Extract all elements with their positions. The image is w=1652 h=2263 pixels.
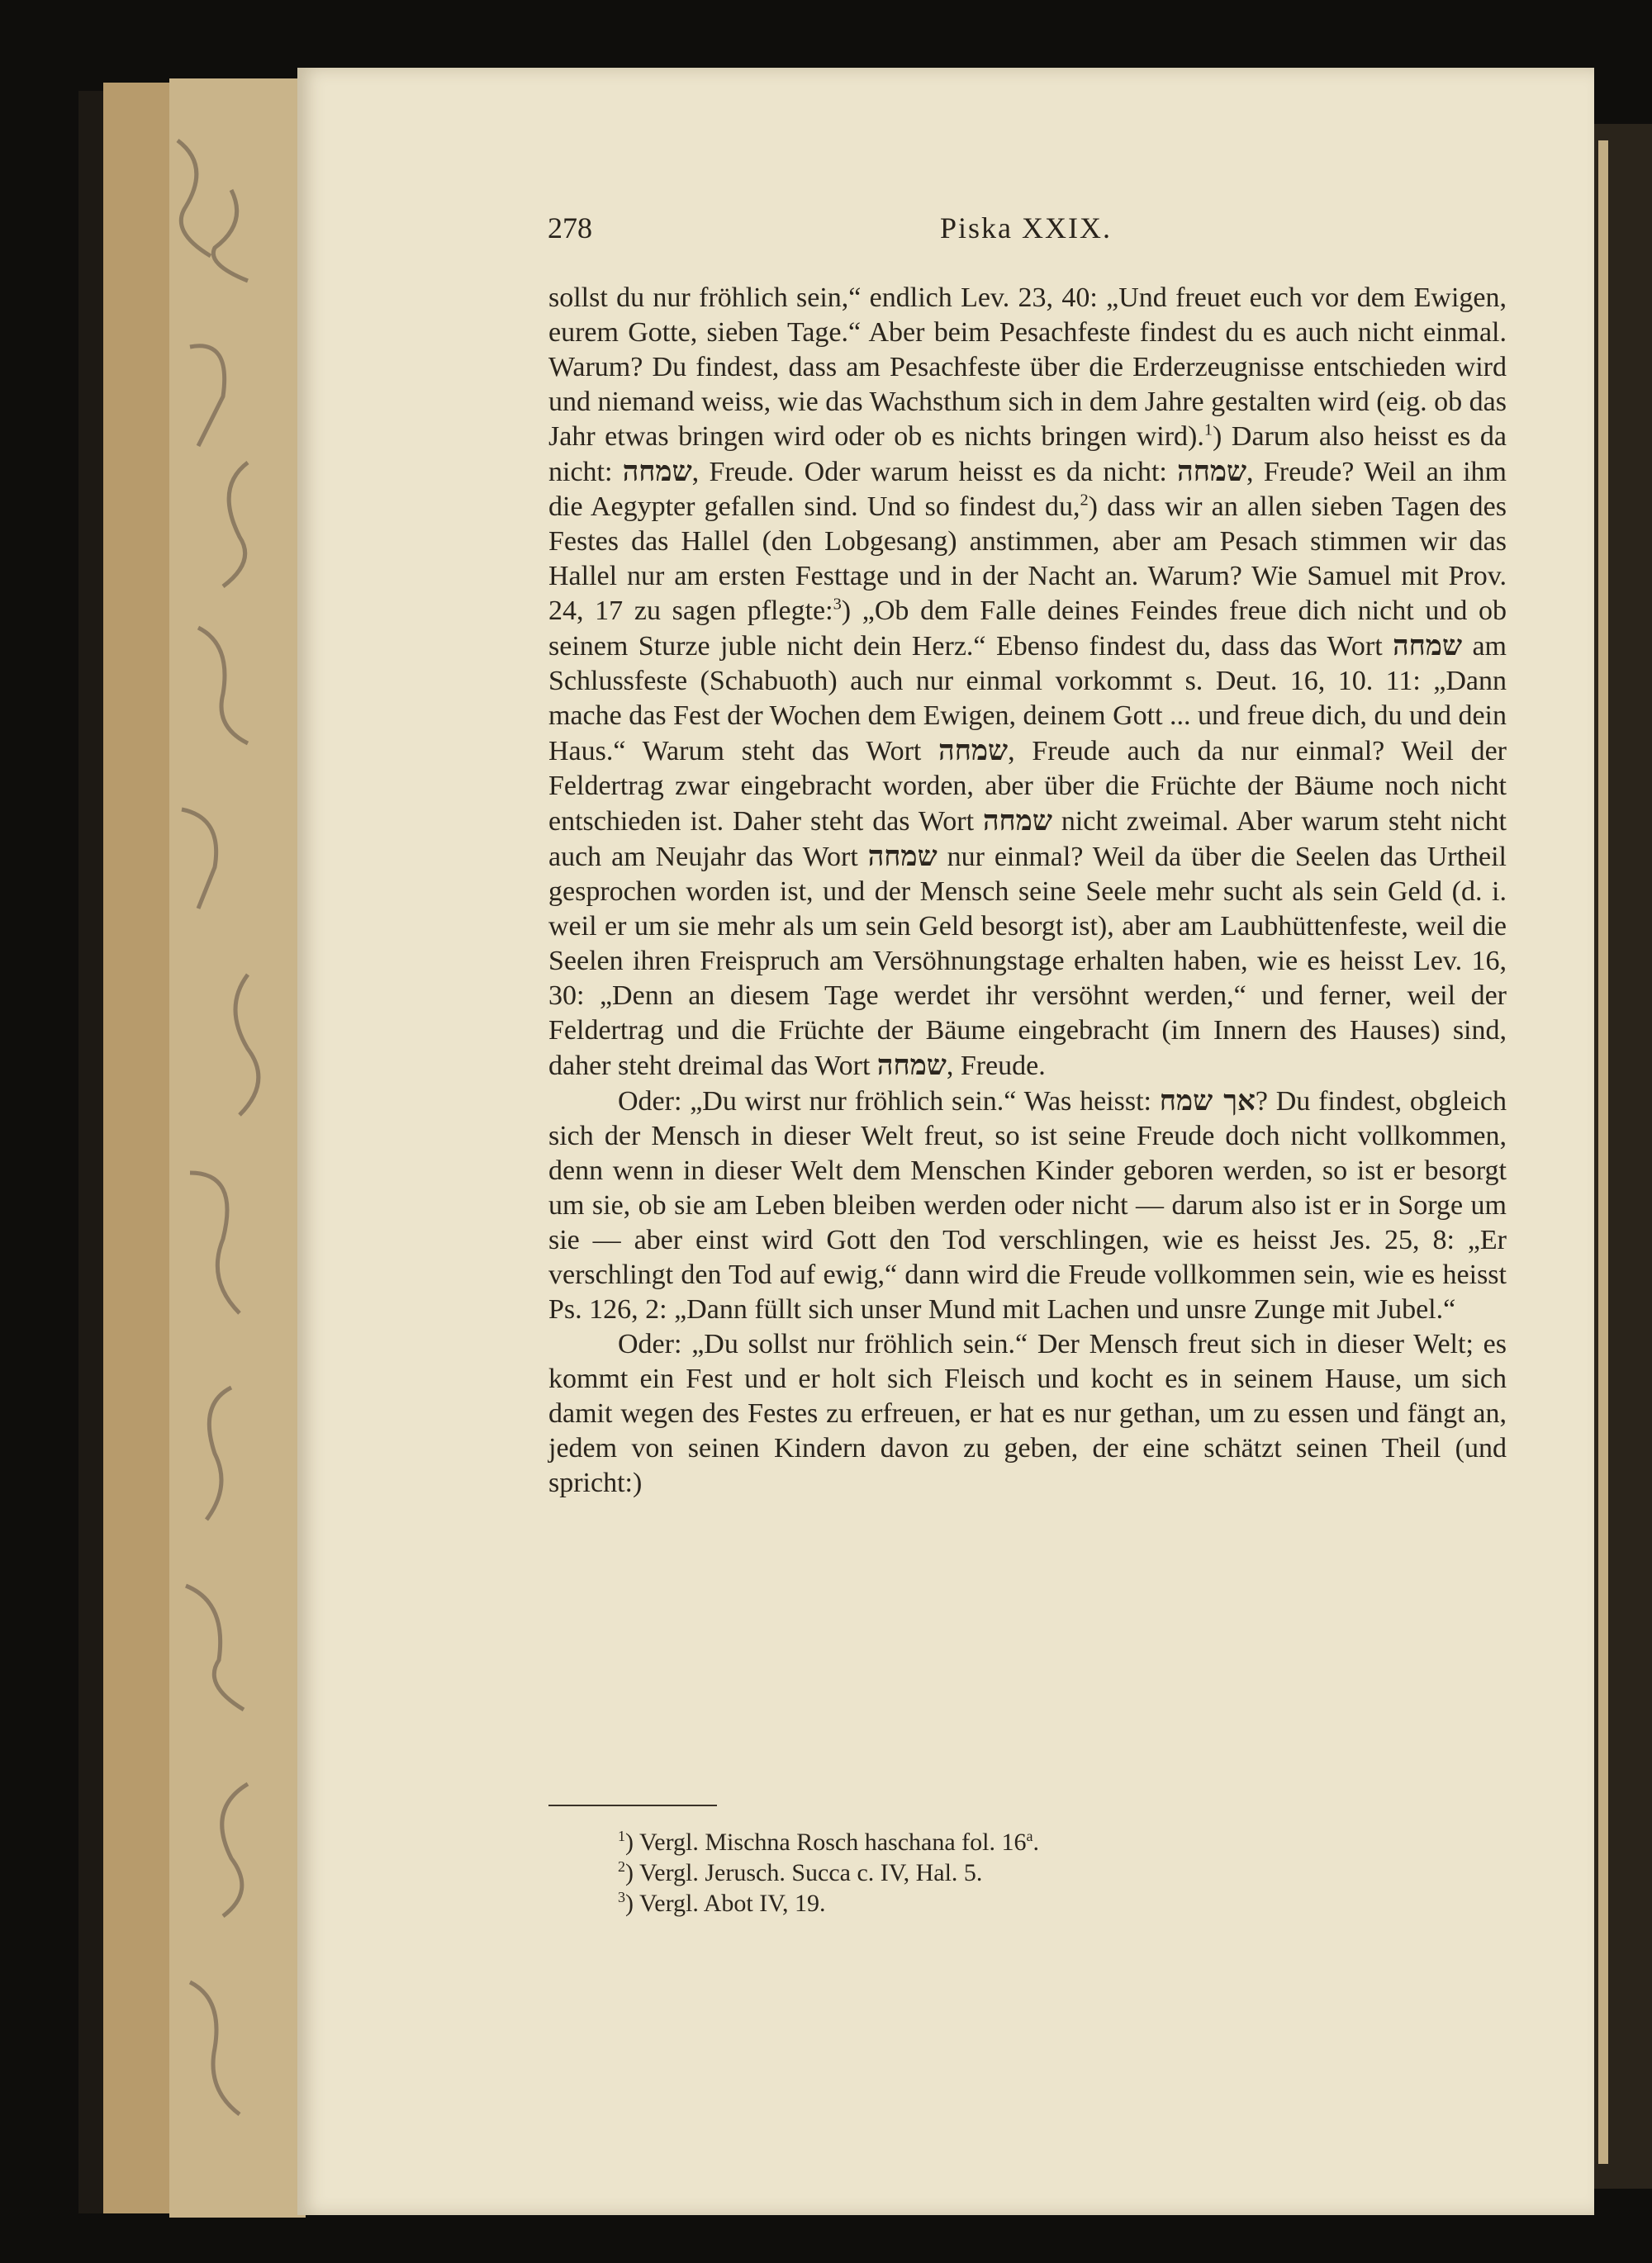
text-run: Oder: „Du wirst nur fröhlich sein.“ Was heisst: [618, 1086, 1160, 1117]
hebrew-word: שמחה [1177, 455, 1247, 488]
footnote [618, 1888, 1361, 1919]
footnote [618, 1857, 1361, 1888]
footnote-mark: 1 [618, 1828, 625, 1844]
hebrew-word: שמחה [876, 1049, 947, 1082]
hebrew-word: שמחה [1393, 629, 1463, 662]
text-run: ) „Ob dem Falle deines Feindes freue dich nicht und ob seinem Sturze juble nicht dein Herz.“ Ebenso findest du, dass das Wort [548, 595, 1507, 662]
text-run: ) Darum also heisst es da nicht: [548, 421, 1507, 487]
footnote-tail: . [1032, 1829, 1039, 1856]
text-run: nicht zweimal. Aber warum steht nicht auch am Neujahr das Wort [548, 806, 1507, 872]
footnote-mark: 2 [618, 1858, 625, 1875]
page-header [548, 211, 1126, 260]
text-run: ? Du findest, obgleich sich der Mensch in dieser Welt freut, so ist seine Freude doch nicht vollkommen, denn wenn in dieser Welt dem Menschen Kinder geboren werden, so ist er besorgt um sie, ob sie am Leben bleiben werden oder nicht — darum also ist er in Sorge um sie — aber einst wird Gott den Tod verschlingen, wie es heisst Jes. 25, 8: „Er verschlingt den Tod auf ewig,“ dann wird die Freude vollkommen sein, wie es heisst Ps. 126, 2: „Dann füllt sich unser Mund mit Lachen und unsre Zunge mit Jubel.“ [548, 1086, 1507, 1325]
footnote-reference: 1 [1203, 420, 1213, 439]
text-run: , Freude auch da nur einmal? Weil der Feldertrag zwar eingebracht worden, aber über die Früchte der Bäume noch nicht entschieden ist. Daher steht das Wort [548, 736, 1507, 837]
footnote-text: ) Vergl. Abot IV, 19. [625, 1890, 826, 1917]
hebrew-word: שמחה [622, 455, 692, 488]
footnote-text: ) Vergl. Mischna Rosch haschana fol. 16 [625, 1829, 1027, 1856]
footnote-mark: 3 [618, 1889, 625, 1905]
page-number: 278 [548, 211, 592, 244]
footnote-separator [548, 1805, 717, 1806]
text-run: , Freude. Oder warum heisst es da nicht: [691, 457, 1178, 487]
hebrew-word: שמחה [867, 840, 938, 873]
footnote-reference: 2 [1080, 491, 1089, 510]
text-run: Oder: „Du sollst nur fröhlich sein.“ Der Mensch freut sich in dieser Welt; es kommt ein Fest und er holt sich Fleisch und kocht es in seinem Hause, um sich damit wegen des Festes zu erfreuen, er hat es nur gethan, um zu essen und fängt an, jedem von seinen Kindern davon zu geben, der eine schätzt seinen Theil (und spricht:) [548, 1329, 1507, 1498]
paragraph [548, 281, 1507, 1084]
footnote-text: ) Vergl. Jerusch. Succa c. IV, Hal. 5. [625, 1859, 983, 1886]
text-run: am Schlussfeste (Schabuoth) auch nur einmal vorkommt s. Deut. 16, 10. 11: „Dann mache das Fest der Wochen dem Ewigen, deinem Gott ... und freue dich, du und dein Haus.“ Warum steht das Wort [548, 631, 1507, 766]
text-run: , Freude? Weil an ihm die Aegypter gefallen sind. Und so findest du, [548, 457, 1507, 522]
hebrew-word: שמחה [938, 734, 1009, 767]
main-text [548, 281, 1507, 1501]
text-run: sollst du nur fröhlich sein,“ endlich Lev. 23, 40: „Und freuet euch vor dem Ewigen, eurem Gotte, sieben Tage.“ Aber beim Pesachfeste findest du es auch nicht einmal. Warum? Du findest, dass am Pesachfeste über die Erderzeugnisse entschieden wird und niemand weiss, wie das Wachsthum sich in dem Jahre gestalten wird (eig. ob das Jahr etwas bringen wird oder ob es nichts bringen wird). [548, 282, 1507, 452]
text-run: ) dass wir an allen sieben Tagen des Festes das Hallel (den Lobgesang) anstimmen, aber am Pesach stimmen wir das Hallel nur am ersten Festtage und in der Nacht an. Warum? Wie Samuel mit Prov. 24, 17 zu sagen pflegte: [548, 491, 1507, 626]
text-run: nur einmal? Weil da über die Seelen das Urtheil gesprochen worden ist, und der Mensch seine Seele mehr sucht als sein Geld (d. i. weil er um sie mehr als um sein Geld besorgt ist), aber am Laubhüttenfeste, weil die Seelen ihren Freispruch am Versöhnungstage erhalten haben, wie es heisst Lev. 16, 30: „Denn an diesem Tage werdet ihr versöhnt werden,“ und ferner, weil der Feldertrag und die Früchte der Bäume eingebracht (im Innern des Hauses) sind, daher steht dreimal das Wort [548, 842, 1507, 1081]
paragraph [548, 1327, 1507, 1501]
hebrew-word: אך שמח [1159, 1084, 1256, 1117]
text-run: , Freude. [946, 1051, 1046, 1081]
footnote-superscript: a [1026, 1828, 1033, 1844]
footnotes [618, 1827, 1361, 1919]
running-title: Piska XXIX. [940, 211, 1112, 244]
footnote [618, 1827, 1361, 1857]
paragraph [548, 1084, 1507, 1327]
hebrew-word: שמחה [982, 804, 1052, 837]
footnote-reference: 3 [833, 595, 842, 614]
